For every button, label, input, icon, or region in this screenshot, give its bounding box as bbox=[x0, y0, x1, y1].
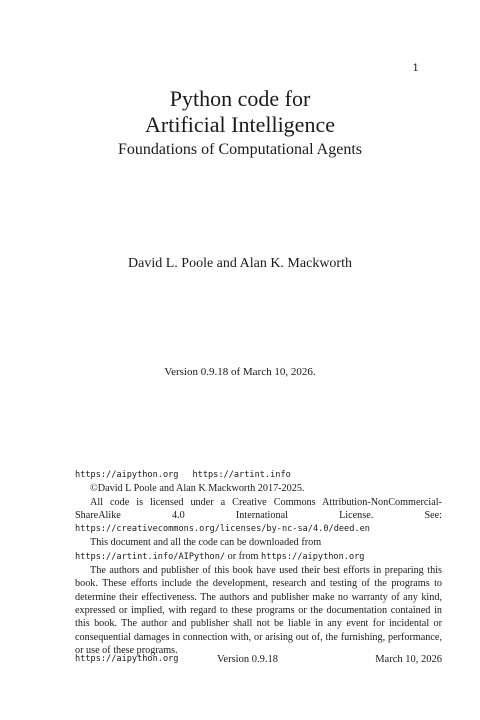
disclaimer-paragraph: The authors and publisher of this book have used their best efforts in preparing this book. These efforts include the development, research and testing of the programs to determine their effectiveness. The authors and publisher make no warranty of any kind, expressed or implied, with regard to these programs or the documentation contained in this book. The author and publisher shall not be liable in any event for incidental or consequential damages in connection with, or arising out of, the furnishing, performance, or use of these programs. bbox=[75, 565, 442, 656]
links-line bbox=[75, 468, 442, 482]
footer-date: March 10, 2026 bbox=[375, 654, 442, 665]
download-link-artint[interactable]: https://artint.info/AIPython/ bbox=[75, 551, 226, 562]
artint-link[interactable]: https://artint.info bbox=[192, 470, 291, 480]
download-paragraph bbox=[75, 536, 442, 564]
authors: David L. Poole and Alan K. Mackworth bbox=[128, 256, 352, 271]
footer-version: Version 0.9.18 bbox=[217, 654, 278, 665]
aipython-link[interactable]: https://aipython.org bbox=[75, 470, 179, 480]
download-or: or from bbox=[225, 550, 261, 562]
page-number: 1 bbox=[412, 62, 419, 74]
version-line: Version 0.9.18 of March 10, 2026. bbox=[164, 366, 316, 378]
license-text: All code is licensed under a Creative Commons Attribution-NonCommercial-ShareAlike 4.0 International License. See: bbox=[75, 496, 442, 521]
license-paragraph bbox=[75, 496, 442, 537]
book-subtitle: Foundations of Computational Agents bbox=[118, 141, 362, 158]
download-link-aipython[interactable]: https://aipython.org bbox=[260, 551, 365, 562]
download-text: This document and all the code can be downloaded from bbox=[90, 537, 322, 549]
copyright-notice bbox=[75, 468, 442, 657]
book-title-line-1: Python code for bbox=[169, 86, 311, 111]
copyright-line: ©David L Poole and Alan K Mackworth 2017-2025. bbox=[90, 483, 305, 495]
footer-url[interactable]: https://aipython.org bbox=[75, 654, 179, 664]
title-block bbox=[0, 86, 480, 160]
license-link[interactable]: https://creativecommons.org/licenses/by-nc-sa/4.0/deed.en bbox=[75, 524, 370, 535]
book-title-line-2: Artificial Intelligence bbox=[145, 112, 335, 137]
